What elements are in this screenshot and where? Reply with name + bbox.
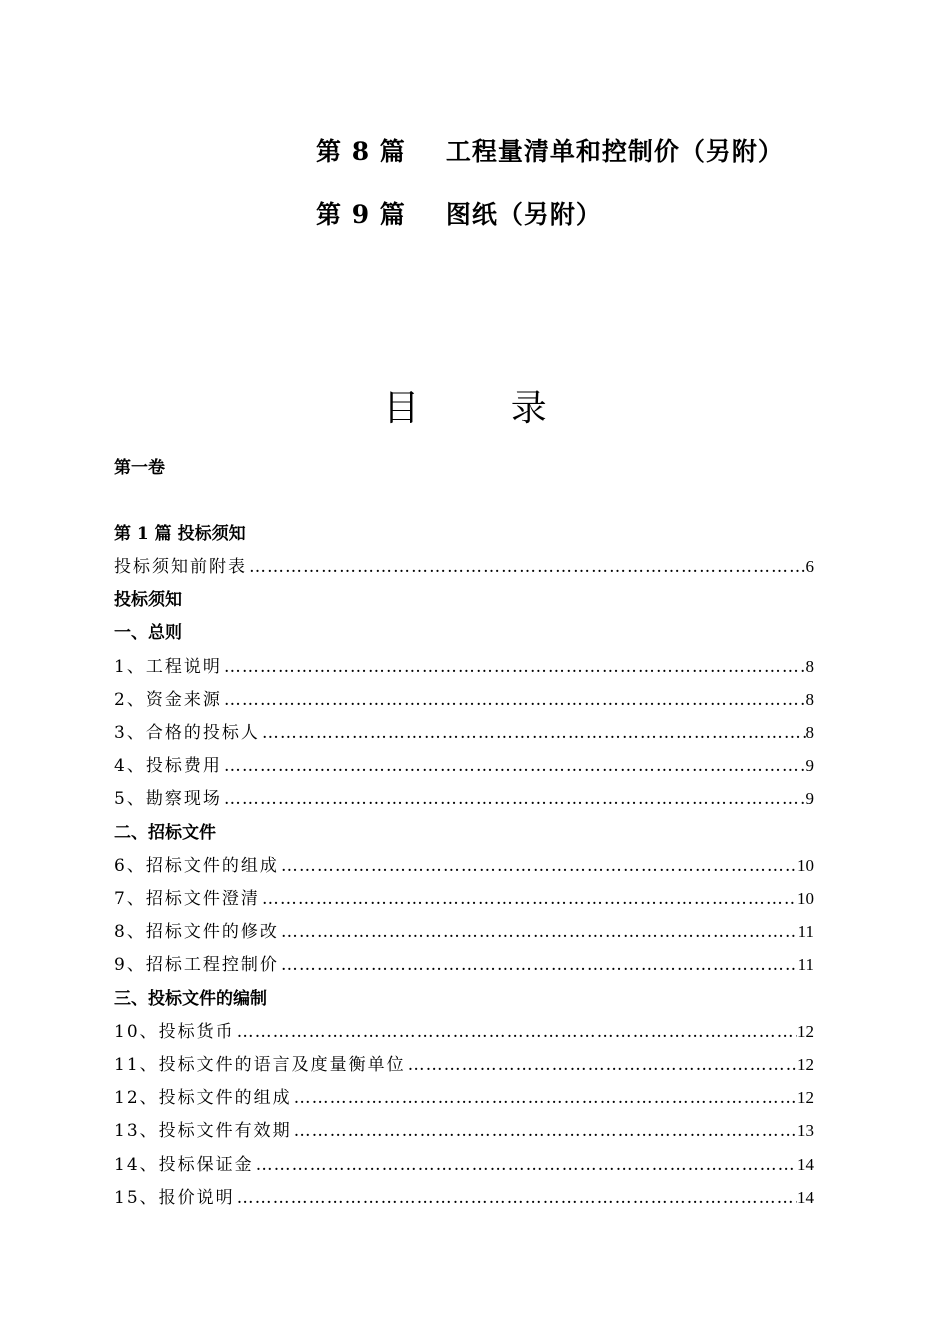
toc-page-number: 11 (797, 922, 814, 941)
toc-entry-label: 11、投标文件的语言及度量衡单位 (114, 1055, 406, 1075)
part-number: 第 8 篇 (316, 137, 406, 166)
toc-entry[interactable] (114, 655, 814, 679)
toc-group-heading[interactable]: 一、总则 (114, 623, 182, 643)
toc-dot-leader (222, 655, 806, 679)
toc-page-number: 9 (805, 756, 814, 775)
toc-entry[interactable] (114, 1020, 814, 1044)
toc-dot-leader (222, 754, 806, 778)
toc-dot-leader (292, 1119, 797, 1143)
part-8-heading (316, 132, 784, 168)
toc-entry-label: 9、招标工程控制价 (114, 955, 279, 975)
toc-entry-label: 14、投标保证金 (114, 1155, 254, 1175)
toc-page-number: 13 (797, 1121, 814, 1140)
toc-page-number: 11 (797, 955, 814, 974)
toc-entry-label: 7、招标文件澄清 (114, 889, 260, 909)
toc-dot-leader (254, 1153, 797, 1177)
toc-page-number: 8 (805, 723, 814, 742)
toc-dot-leader (222, 787, 806, 811)
toc-entry[interactable] (114, 920, 814, 944)
toc-entry-label: 6、招标文件的组成 (114, 856, 279, 876)
toc-page-number: 12 (797, 1088, 814, 1107)
toc-entry[interactable] (114, 1053, 814, 1077)
toc-entry-label: 1、工程说明 (114, 657, 222, 677)
toc-dot-leader (260, 721, 806, 745)
toc-entry[interactable] (114, 1119, 814, 1143)
toc-page-number: 14 (797, 1155, 814, 1174)
toc-dot-leader (406, 1053, 797, 1077)
toc-dot-leader (247, 555, 806, 579)
toc-page-number: 12 (797, 1022, 814, 1041)
toc-page-number: 14 (797, 1188, 814, 1207)
toc-entry[interactable] (114, 1153, 814, 1177)
toc-page-number: 12 (797, 1055, 814, 1074)
toc-entry-label: 2、资金来源 (114, 690, 222, 710)
toc-entry[interactable] (114, 688, 814, 712)
toc-page-number: 9 (805, 789, 814, 808)
part-9-heading (316, 195, 602, 231)
toc-dot-leader (235, 1186, 797, 1210)
toc-entry-label: 15、报价说明 (114, 1188, 235, 1208)
toc-group-heading[interactable]: 二、招标文件 (114, 823, 216, 843)
toc-dot-leader (279, 953, 798, 977)
toc-entry-label: 12、投标文件的组成 (114, 1088, 292, 1108)
toc-entry-label: 8、招标文件的修改 (114, 922, 279, 942)
toc-entry-label: 13、投标文件有效期 (114, 1121, 292, 1141)
toc-dot-leader (260, 887, 797, 911)
toc-dot-leader (279, 920, 798, 944)
toc-page-number: 8 (805, 657, 814, 676)
part-title: 图纸（另附） (445, 200, 602, 229)
toc-entry[interactable] (114, 787, 814, 811)
toc-entry[interactable] (114, 754, 814, 778)
toc-page-number: 10 (797, 889, 814, 908)
toc-entry[interactable] (114, 1186, 814, 1210)
part-number: 第 9 篇 (316, 200, 406, 229)
toc-dot-leader (235, 1020, 797, 1044)
section-heading: 第 1 篇 投标须知 (114, 524, 246, 544)
toc-dot-leader (222, 688, 806, 712)
toc-entry-label: 3、合格的投标人 (114, 723, 260, 743)
toc-entry[interactable] (114, 555, 814, 579)
toc-entry[interactable] (114, 887, 814, 911)
toc-group-heading[interactable]: 三、投标文件的编制 (114, 989, 267, 1009)
toc-entry-label: 4、投标费用 (114, 756, 222, 776)
toc-page-number: 8 (805, 690, 814, 709)
toc-entry[interactable] (114, 721, 814, 745)
toc-entry[interactable] (114, 1086, 814, 1110)
toc-entry-label: 10、投标货币 (114, 1022, 235, 1042)
toc-entry[interactable] (114, 953, 814, 977)
toc-entry-label: 投标须知前附表 (114, 557, 247, 577)
toc-dot-leader (279, 854, 797, 878)
toc-group-heading[interactable]: 投标须知 (114, 590, 182, 610)
toc-entry[interactable] (114, 854, 814, 878)
toc-entry-label: 5、勘察现场 (114, 789, 222, 809)
toc-title: 目 录 (383, 388, 587, 429)
toc-dot-leader (292, 1086, 797, 1110)
volume-heading: 第一卷 (114, 458, 165, 478)
toc-page-number: 10 (797, 856, 814, 875)
toc-page-number: 6 (805, 557, 814, 576)
part-title: 工程量清单和控制价（另附） (445, 137, 784, 166)
